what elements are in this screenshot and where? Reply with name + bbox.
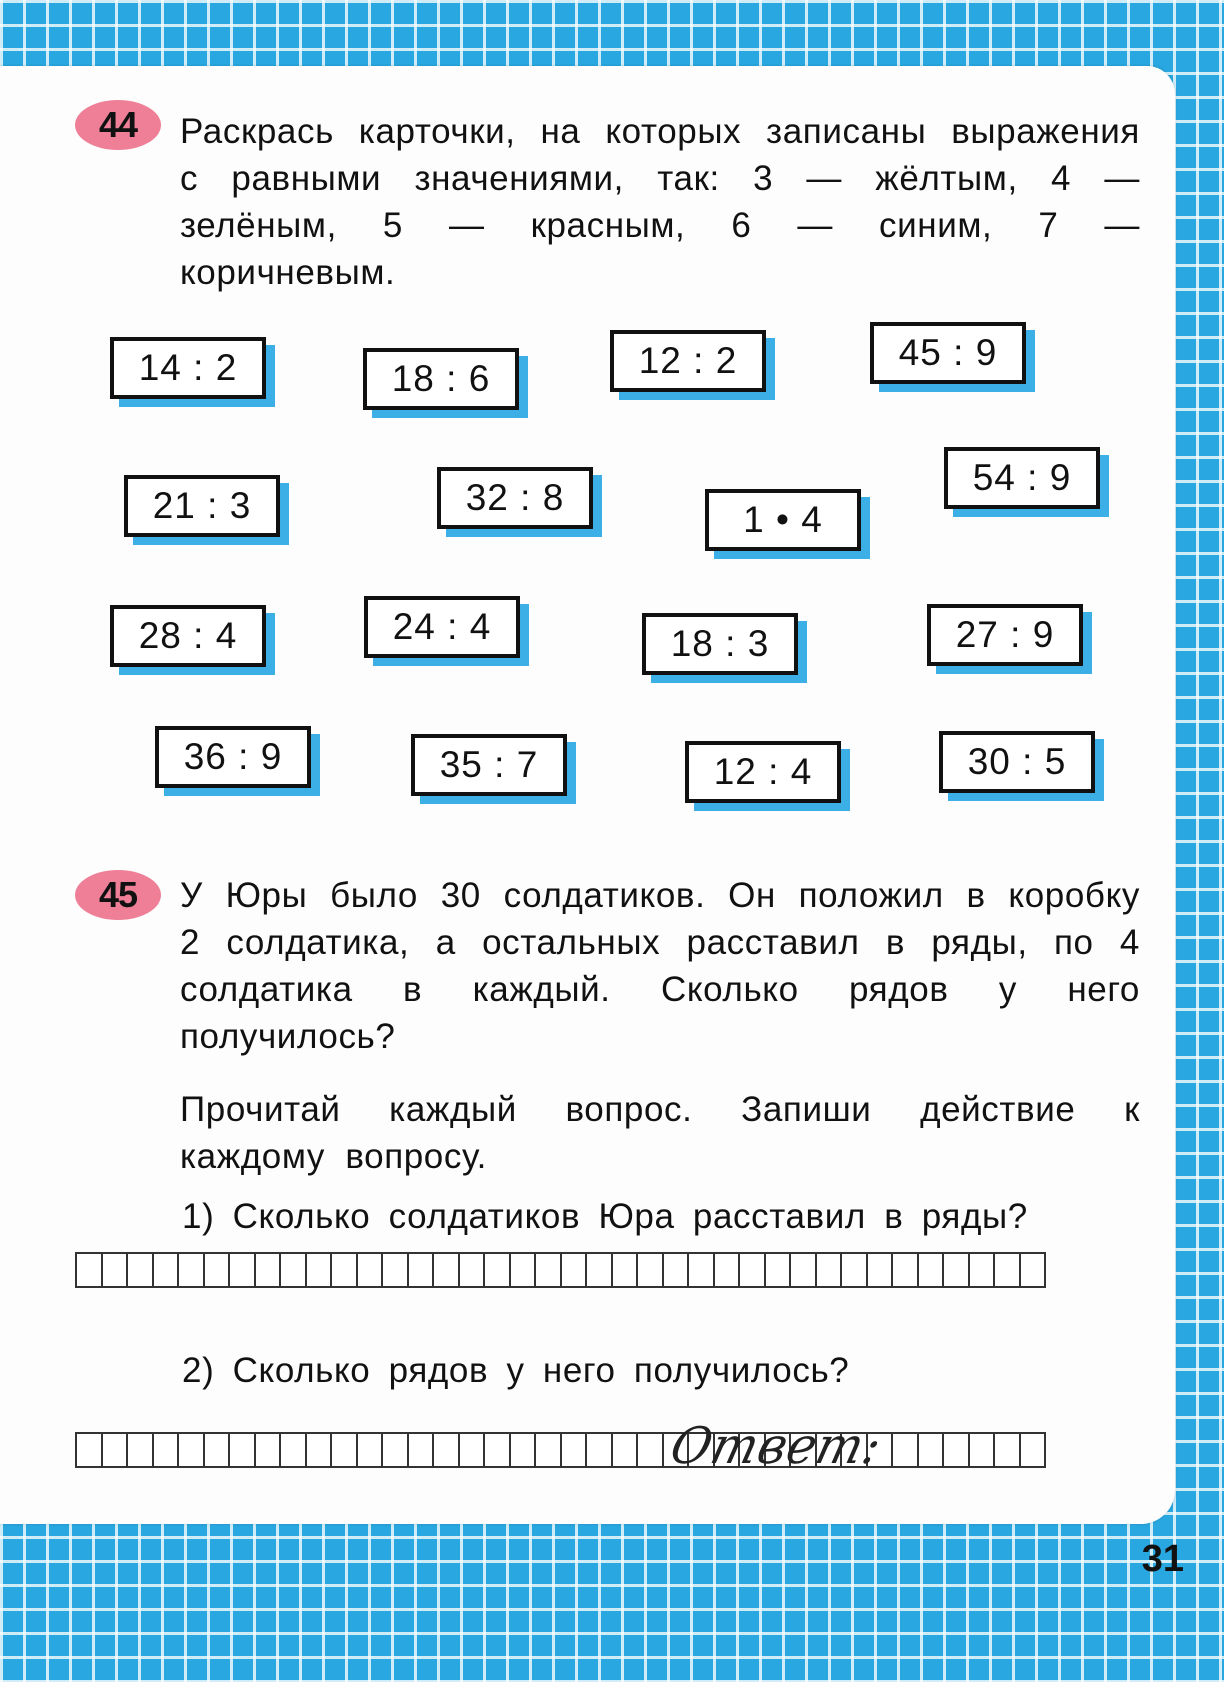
expression-card[interactable]: 45 : 9	[870, 322, 1026, 384]
expression-card[interactable]: 36 : 9	[155, 726, 311, 788]
expression-card[interactable]: 32 : 8	[437, 467, 593, 529]
expression-card[interactable]: 1 • 4	[705, 489, 861, 551]
task-45-badge	[75, 870, 161, 920]
expression-card[interactable]: 35 : 7	[411, 734, 567, 796]
answer-cells-2[interactable]	[75, 1432, 1046, 1468]
expression-card[interactable]: 54 : 9	[944, 447, 1100, 509]
expression-card[interactable]: 30 : 5	[939, 731, 1095, 793]
task-44-text: Раскрась карточки, на которых записаны выражения с равными значениями, так: 3 — жёлтым, 4 — зелёным, 5 — красным, 6 — синим, 7 — коричневым.	[180, 112, 1140, 292]
expression-card[interactable]: 12 : 4	[685, 741, 841, 803]
task-45-number: 45	[98, 874, 138, 915]
expression-card[interactable]: 18 : 3	[642, 613, 798, 675]
answer-label: Ответ:	[664, 1416, 889, 1476]
expression-card[interactable]: 14 : 2	[110, 337, 266, 399]
page-number: 31	[1141, 1538, 1184, 1580]
expression-card[interactable]: 27 : 9	[927, 604, 1083, 666]
expression-card[interactable]: 28 : 4	[110, 605, 266, 667]
expression-card[interactable]: 18 : 6	[363, 348, 519, 410]
expression-card[interactable]: 21 : 3	[124, 475, 280, 537]
question-2: 2) Сколько рядов у него получилось?	[182, 1351, 850, 1390]
expression-card[interactable]: 24 : 4	[364, 596, 520, 658]
question-1: 1) Сколько солдатиков Юра расставил в ряды?	[182, 1197, 1028, 1236]
task-44-number: 44	[98, 104, 138, 145]
answer-cells-1[interactable]	[75, 1252, 1046, 1288]
task-45-text: У Юры было 30 солдатиков. Он положил в коробку 2 солдатика, а остальных расставил в ряды, по 4 солдатика в каждый. Сколько рядов у него получилось?	[180, 876, 1140, 1056]
expression-card[interactable]: 12 : 2	[610, 330, 766, 392]
task-44-badge	[75, 100, 161, 150]
task-45-instruction: Прочитай каждый вопрос. Запиши действие к каждому вопросу.	[180, 1090, 1140, 1176]
